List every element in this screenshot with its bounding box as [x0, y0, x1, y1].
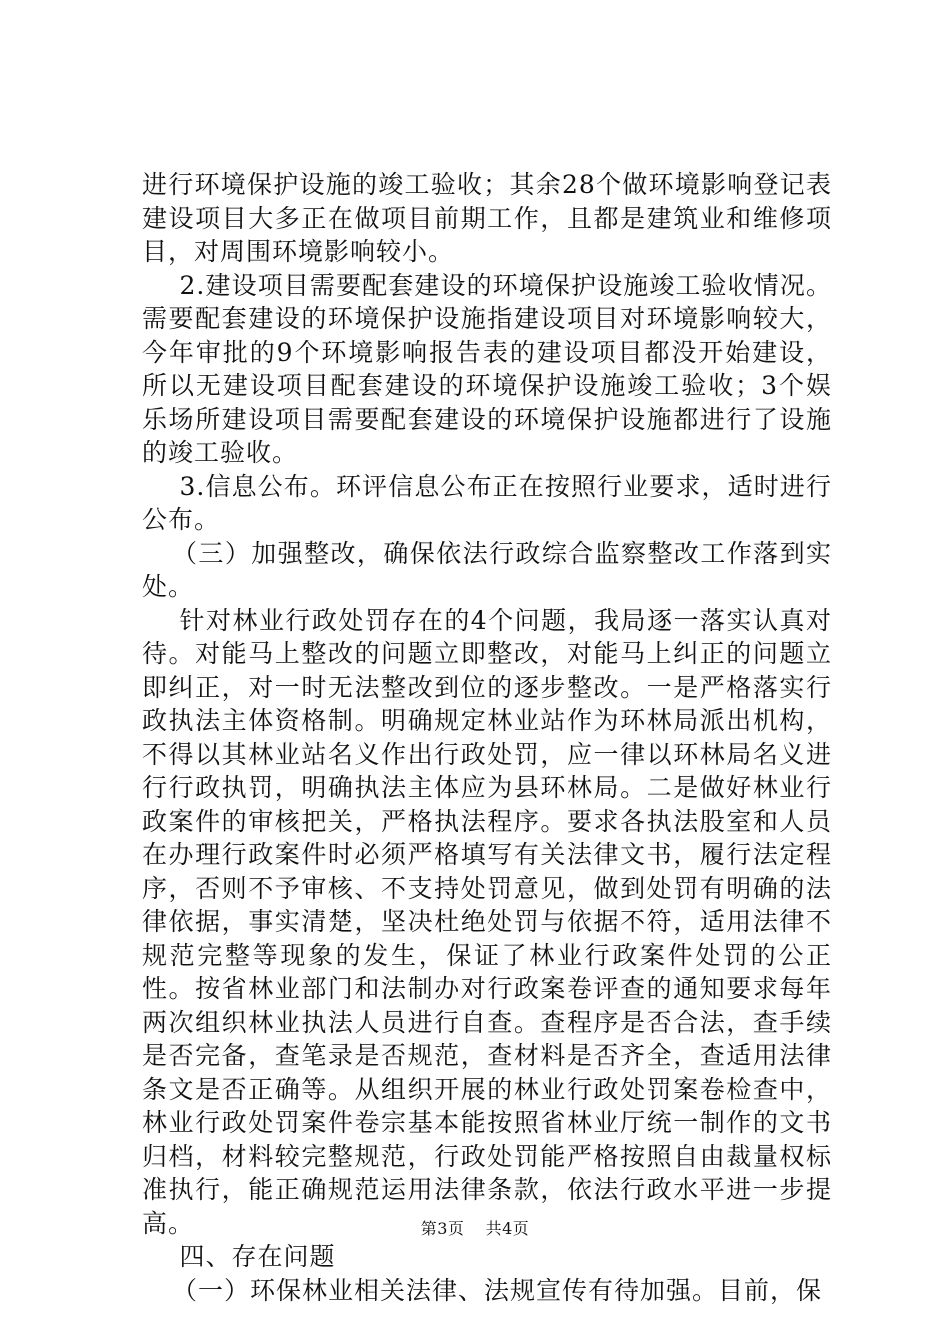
page-total: 共4页: [485, 1219, 530, 1238]
paragraph-2: 2.建设项目需要配套建设的环境保护设施竣工验收情况。需要配套建设的环境保护设施指建设项目对环境影响较大，今年审批的9个环境影响报告表的建设项目都没开始建设，所以无建设项目配套建设的环境保护设施竣工验收；3个娱乐场所建设项目需要配套建设的环境保护设施都进行了设施的竣工验收。: [142, 270, 832, 467]
paragraph-3: 3.信息公布。环评信息公布正在按照行业要求，适时进行公布。: [142, 471, 832, 534]
paragraph-1: 进行环境保护设施的竣工验收；其余28个做环境影响登记表建设项目大多正在做项目前期工作，且都是建筑业和维修项目，对周围环境影响较小。: [142, 170, 832, 266]
paragraph-5: 针对林业行政处罚存在的4个问题，我局逐一落实认真对待。对能马上整改的问题立即整改，对能马上纠正的问题立即纠正，对一时无法整改到位的逐步整改。一是严格落实行政执法主体资格制。明确规定林业站作为环林局派出机构，不得以其林业站名义作出行政处罚，应一律以环林局名义进行行政执罚，明确执法主体应为县环林局。二是做好林业行政案件的审核把关，严格执法程序。要求各执法股室和人员在办理行政案件时必须严格填写有关法律文书，履行法定程序，否则不予审核、不支持处罚意见，做到处罚有明确的法律依据，事实清楚，坚决杜绝处罚与依据不符，适用法律不规范完整等现象的发生，保证了林业行政案件处罚的公正性。按省林业部门和法制办对行政案卷评查的通知要求每年两次组织林业执法人员进行自查。查程序是否合法，查手续是否完备，查笔录是否规范，查材料是否齐全，查适用法律条文是否正确等。从组织开展的林业行政处罚案卷检查中，林业行政处罚案件卷宗基本能按照省林业厅统一制作的文书归档，材料较完整规范，行政处罚能严格按照自由裁量权标准执行，能正确规范运用法律条款，依法行政水平进一步提高。: [142, 605, 832, 1238]
page-footer: [0, 1216, 950, 1239]
page-number: 第3页: [420, 1219, 465, 1238]
paragraph-4-heading: （三）加强整改，确保依法行政综合监察整改工作落到实处。: [142, 538, 832, 601]
paragraph-6-heading: 四、存在问题: [179, 1242, 336, 1271]
document-body: [142, 168, 832, 1307]
paragraph-7: （一）环保林业相关法律、法规宣传有待加强。目前，保: [172, 1275, 823, 1305]
